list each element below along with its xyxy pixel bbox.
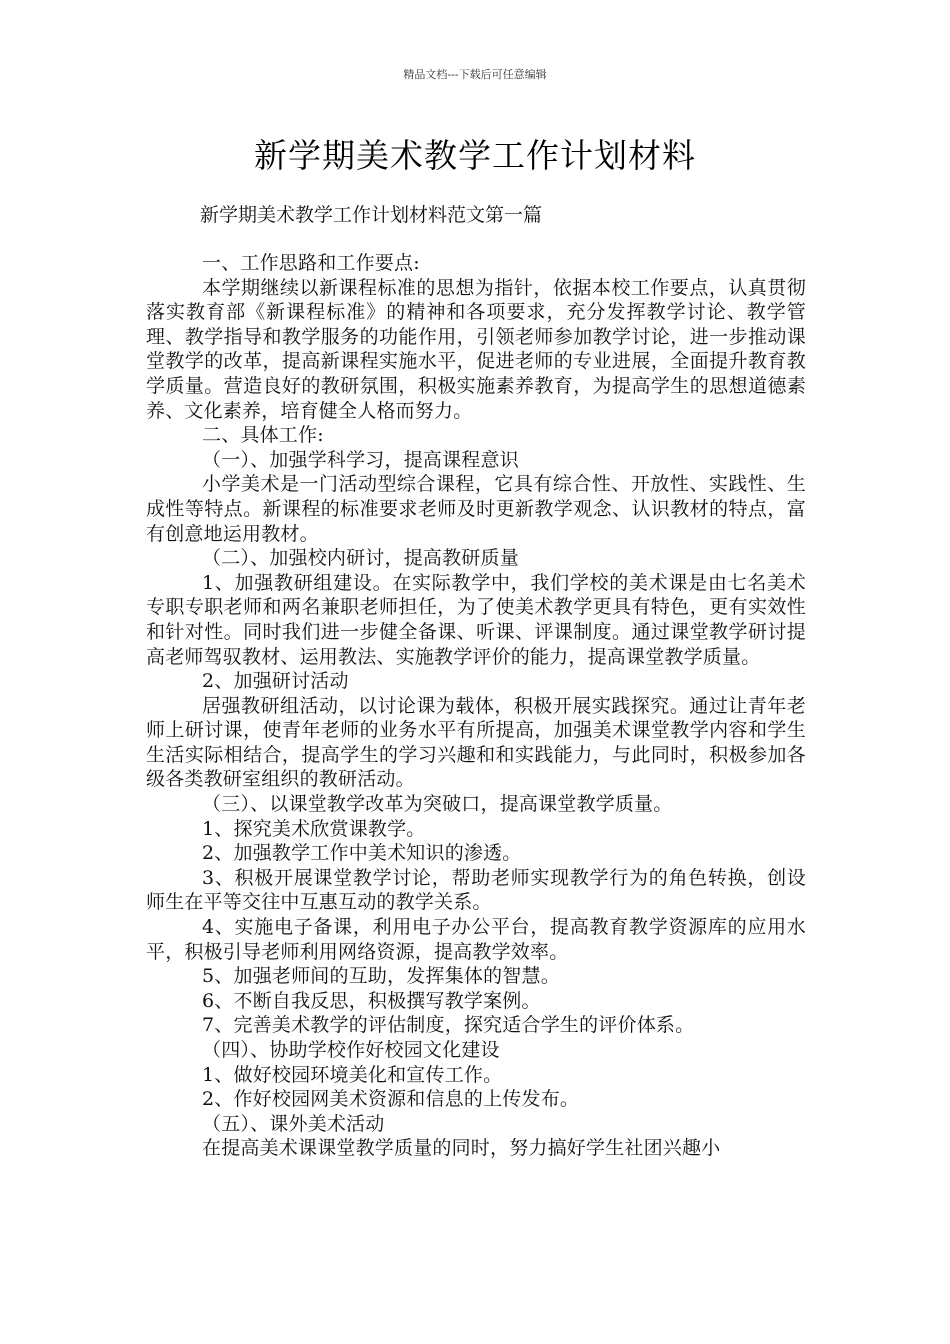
paragraph: 4、实施电子备课，利用电子办公平台，提高教育教学资源库的应用水平，积极引导老师利用网络资源，提高教学效率。	[146, 916, 806, 963]
paragraph: 1、探究美术欣赏课教学。	[202, 817, 426, 840]
paragraph: 在提高美术课课堂教学质量的同时，努力搞好学生社团兴趣小	[202, 1137, 721, 1160]
paragraph: 5、加强老师间的互助，发挥集体的智慧。	[202, 965, 560, 988]
paragraph: （三）、以课堂教学改革为突破口，提高课堂教学质量。	[202, 793, 673, 816]
paragraph: 2、加强教学工作中美术知识的渗透。	[202, 842, 522, 865]
document-subtitle: 新学期美术教学工作计划材料范文第一篇	[200, 204, 543, 226]
document-body	[146, 251, 806, 1161]
paragraph: 6、不断自我反思，积极撰写教学案例。	[202, 989, 541, 1012]
paragraph: 1、做好校园环境美化和宣传工作。	[202, 1063, 503, 1086]
paragraph: 2、加强研讨活动	[202, 670, 349, 693]
paragraph: 本学期继续以新课程标准的思想为指针，依据本校工作要点，认真贯彻落实教育部《新课程标准》的精神和各项要求，充分发挥教学讨论、教学管理、教学指导和教学服务的功能作用，引领老师参加教学讨论，进一步推动课堂教学的改革，提高新课程实施水平，促进老师的专业进展，全面提升教育教学质量。营造良好的教研氛围，积极实施素养教育，为提高学生的思想道德素养、文化素养，培育健全人格而努力。	[146, 276, 806, 422]
paragraph: （一）、加强学科学习，提高课程意识	[202, 448, 519, 471]
paragraph: 3、积极开展课堂教学讨论，帮助老师实现教学行为的角色转换，创设师生在平等交往中互惠互动的教学关系。	[146, 866, 806, 914]
paragraph: 2、作好校园网美术资源和信息的上传发布。	[202, 1088, 580, 1111]
document-title: 新学期美术教学工作计划材料	[254, 136, 696, 175]
paragraph: （五）、课外美术活动	[202, 1112, 385, 1135]
paragraph: 1、加强教研组建设。在实际教学中，我们学校的美术课是由七名美术专职专职老师和两名兼职老师担任，为了使美术教学更具有特色，更有实效性和针对性。同时我们进一步健全备课、听课、评课制度。通过课堂教学研讨提高老师驾驭教材、运用教法、实施教学评价的能力，提高课堂教学质量。	[146, 571, 806, 668]
header-note: 精品文档---下载后可任意编辑	[403, 68, 547, 81]
paragraph: 二、具体工作:	[202, 424, 324, 447]
paragraph: 一、工作思路和工作要点:	[202, 252, 420, 274]
paragraph: 小学美术是一门活动型综合课程，它具有综合性、开放性、实践性、生成性等特点。新课程的标准要求老师及时更新教学观念、认识教材的特点，富有创意地运用教材。	[146, 473, 806, 545]
paragraph: 居强教研组活动，以讨论课为载体，积极开展实践探究。通过让青年老师上研讨课，使青年老师的业务水平有所提高，加强美术课堂教学内容和学生生活实际相结合，提高学生的学习兴趣和和实践能力，与此同时，积极参加各级各类教研室组织的教研活动。	[146, 694, 806, 791]
paragraph: （四）、协助学校作好校园文化建设	[202, 1039, 500, 1061]
paragraph: （二）、加强校内研讨，提高教研质量	[202, 547, 519, 570]
paragraph: 7、完善美术教学的评估制度，探究适合学生的评价体系。	[202, 1014, 695, 1037]
